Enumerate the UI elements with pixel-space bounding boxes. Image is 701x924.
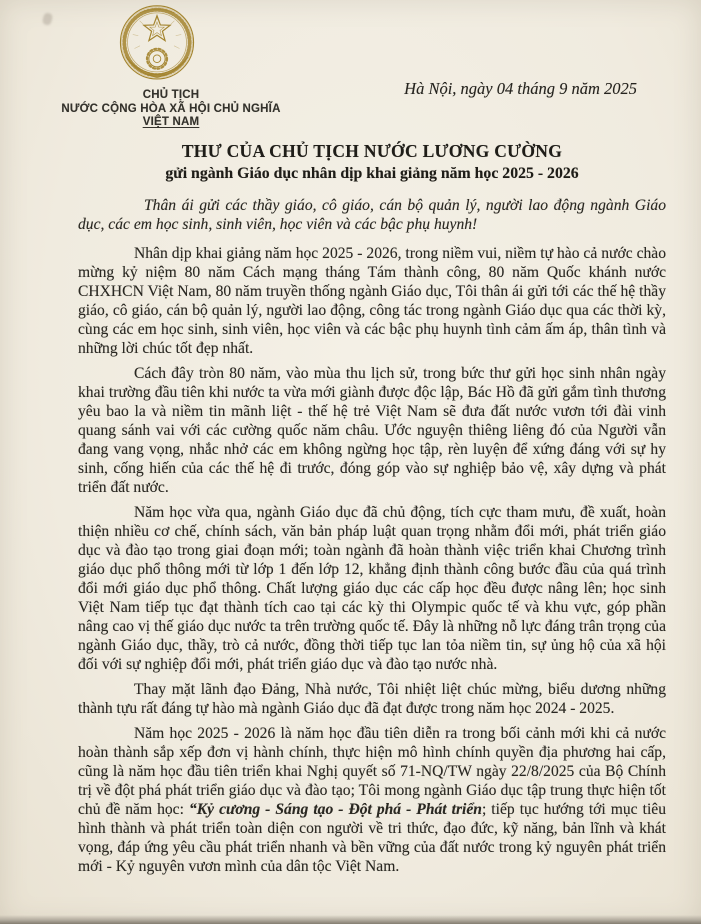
- paragraph-5-tail: ; tiếp tục hướng tới mục tiêu hình thành và phát triển toàn diện con người về tri thức, đạo đức, kỹ năng, bản lĩnh và khát vọng, đáp ứng yêu cầu phát triển nhanh và bền vững của đất nước trong kỷ nguyên phát triển mới - Kỷ nguyên vươn mình của dân tộc Việt Nam.: [78, 801, 666, 875]
- salutation: Thân ái gửi các thầy giáo, cô giáo, cán bộ quản lý, người lao động ngành Giáo dục, các em học sinh, sinh viên, học viên và các bậc phụ huynh!: [78, 197, 666, 233]
- letter-subtitle: gửi ngành Giáo dục nhân dịp khai giảng năm học 2025 - 2026: [165, 165, 579, 182]
- paragraph-2: Cách đây tròn 80 năm, vào mùa thu lịch sử, trong bức thư gửi học sinh nhân ngày khai trường đầu tiên khi nước ta vừa mới giành được độc lập, Bác Hồ đã gửi gắm tình thương yêu bao la và niềm tin mãnh liệt - thế hệ trẻ Việt Nam sẽ đưa đất nước vươn tới đài vinh quang sánh vai với các cường quốc năm châu. Ước nguyện thiêng liêng đó của Người vẫn đang vang vọng, nhắc nhở các em không ngừng học tập, rèn luyện để xứng đáng với sự hy sinh, cống hiến của các thế hệ đi trước, đóng góp vào sự nghiệp bảo vệ, xây dựng và phát triển đất nước.: [78, 365, 666, 496]
- issuer-block: [28, 89, 314, 130]
- title-block: [78, 141, 666, 183]
- scan-smudge: [42, 12, 54, 26]
- issuer-country-line: NƯỚC CỘNG HÒA XÃ HỘI CHỦ NGHĨA: [61, 102, 281, 115]
- issuer-title: CHỦ TỊCH: [142, 89, 200, 101]
- school-year-theme: “Kỷ cương - Sáng tạo - Đột phá - Phát triển: [188, 801, 482, 818]
- paragraph-5-lead: Năm học 2025 - 2026 là năm học đầu tiên diễn ra trong bối cảnh mới khi cả nước hoàn thành sắp xếp đơn vị hành chính, thực hiện mô hình chính quyền địa phương hai cấp, cũng là năm học đầu tiên triển khai Nghị quyết số 71-NQ/TW ngày 22/8/2025 của Bộ Chính trị về đột phá phát triển giáo dục và đào tạo; Tôi mong ngành Giáo dục tập trung thực hiện tốt chủ đề năm học:: [78, 725, 666, 818]
- paragraph-1: Nhân dịp khai giảng năm học 2025 - 2026, trong niềm vui, niềm tự hào cả nước chào mừng kỷ niệm 80 năm Cách mạng tháng Tám thành công, 80 năm Quốc khánh nước CHXHCN Việt Nam, 80 năm truyền thống ngành Giáo dục, Tôi thân ái gửi tới các thế hệ thầy giáo, cô giáo, cán bộ quản lý, người lao động, công tác trong ngành Giáo dục qua các thời kỳ, cùng các em học sinh, sinh viên, học viên và các bậc phụ huynh tình cảm ấm áp, thân tình và những lời chúc tốt đẹp nhất.: [78, 245, 666, 357]
- vietnam-national-emblem-icon: [112, 2, 202, 88]
- paragraph-5: [78, 724, 666, 876]
- letter-title: THƯ CỦA CHỦ TỊCH NƯỚC LƯƠNG CƯỜNG: [181, 141, 563, 161]
- issuer-country-name: VIỆT NAM: [142, 116, 200, 128]
- paragraph-3: Năm học vừa qua, ngành Giáo dục đã chủ động, tích cực tham mưu, đề xuất, hoàn thiện nhiều cơ chế, chính sách, văn bản pháp luật quan trọng nhằm đổi mới, phát triển giáo dục và đào tạo trong giai đoạn mới; toàn ngành đã hoàn thành việc triển khai Chương trình giáo dục phổ thông mới từ lớp 1 đến lớp 12, khẳng định thành công bước đầu của quá trình đổi mới giáo dục phổ thông. Chất lượng giáo dục các cấp học đều được nâng lên; học sinh Việt Nam tiếp tục đạt thành tích cao tại các kỳ thi Olympic quốc tế và khu vực, góp phần nâng cao vị thế giáo dục nước ta trên trường quốc tế. Đây là những nỗ lực đáng trân trọng của ngành Giáo dục, thầy, trò cả nước, đồng thời tiếp tục lan tỏa niềm tin, sự ủng hộ của xã hội đối với sự nghiệp đổi mới, phát triển giáo dục và đào tạo nước nhà.: [78, 504, 666, 673]
- place-date-line: Hà Nội, ngày 04 tháng 9 năm 2025: [404, 79, 637, 98]
- paragraph-4: Thay mặt lãnh đạo Đảng, Nhà nước, Tôi nhiệt liệt chúc mừng, biểu dương những thành tựu rất đáng tự hào mà ngành Giáo dục đã đạt được trong năm học 2024 - 2025.: [78, 681, 666, 717]
- scan-bottom-edge: [0, 915, 701, 924]
- letter-body: [78, 196, 666, 882]
